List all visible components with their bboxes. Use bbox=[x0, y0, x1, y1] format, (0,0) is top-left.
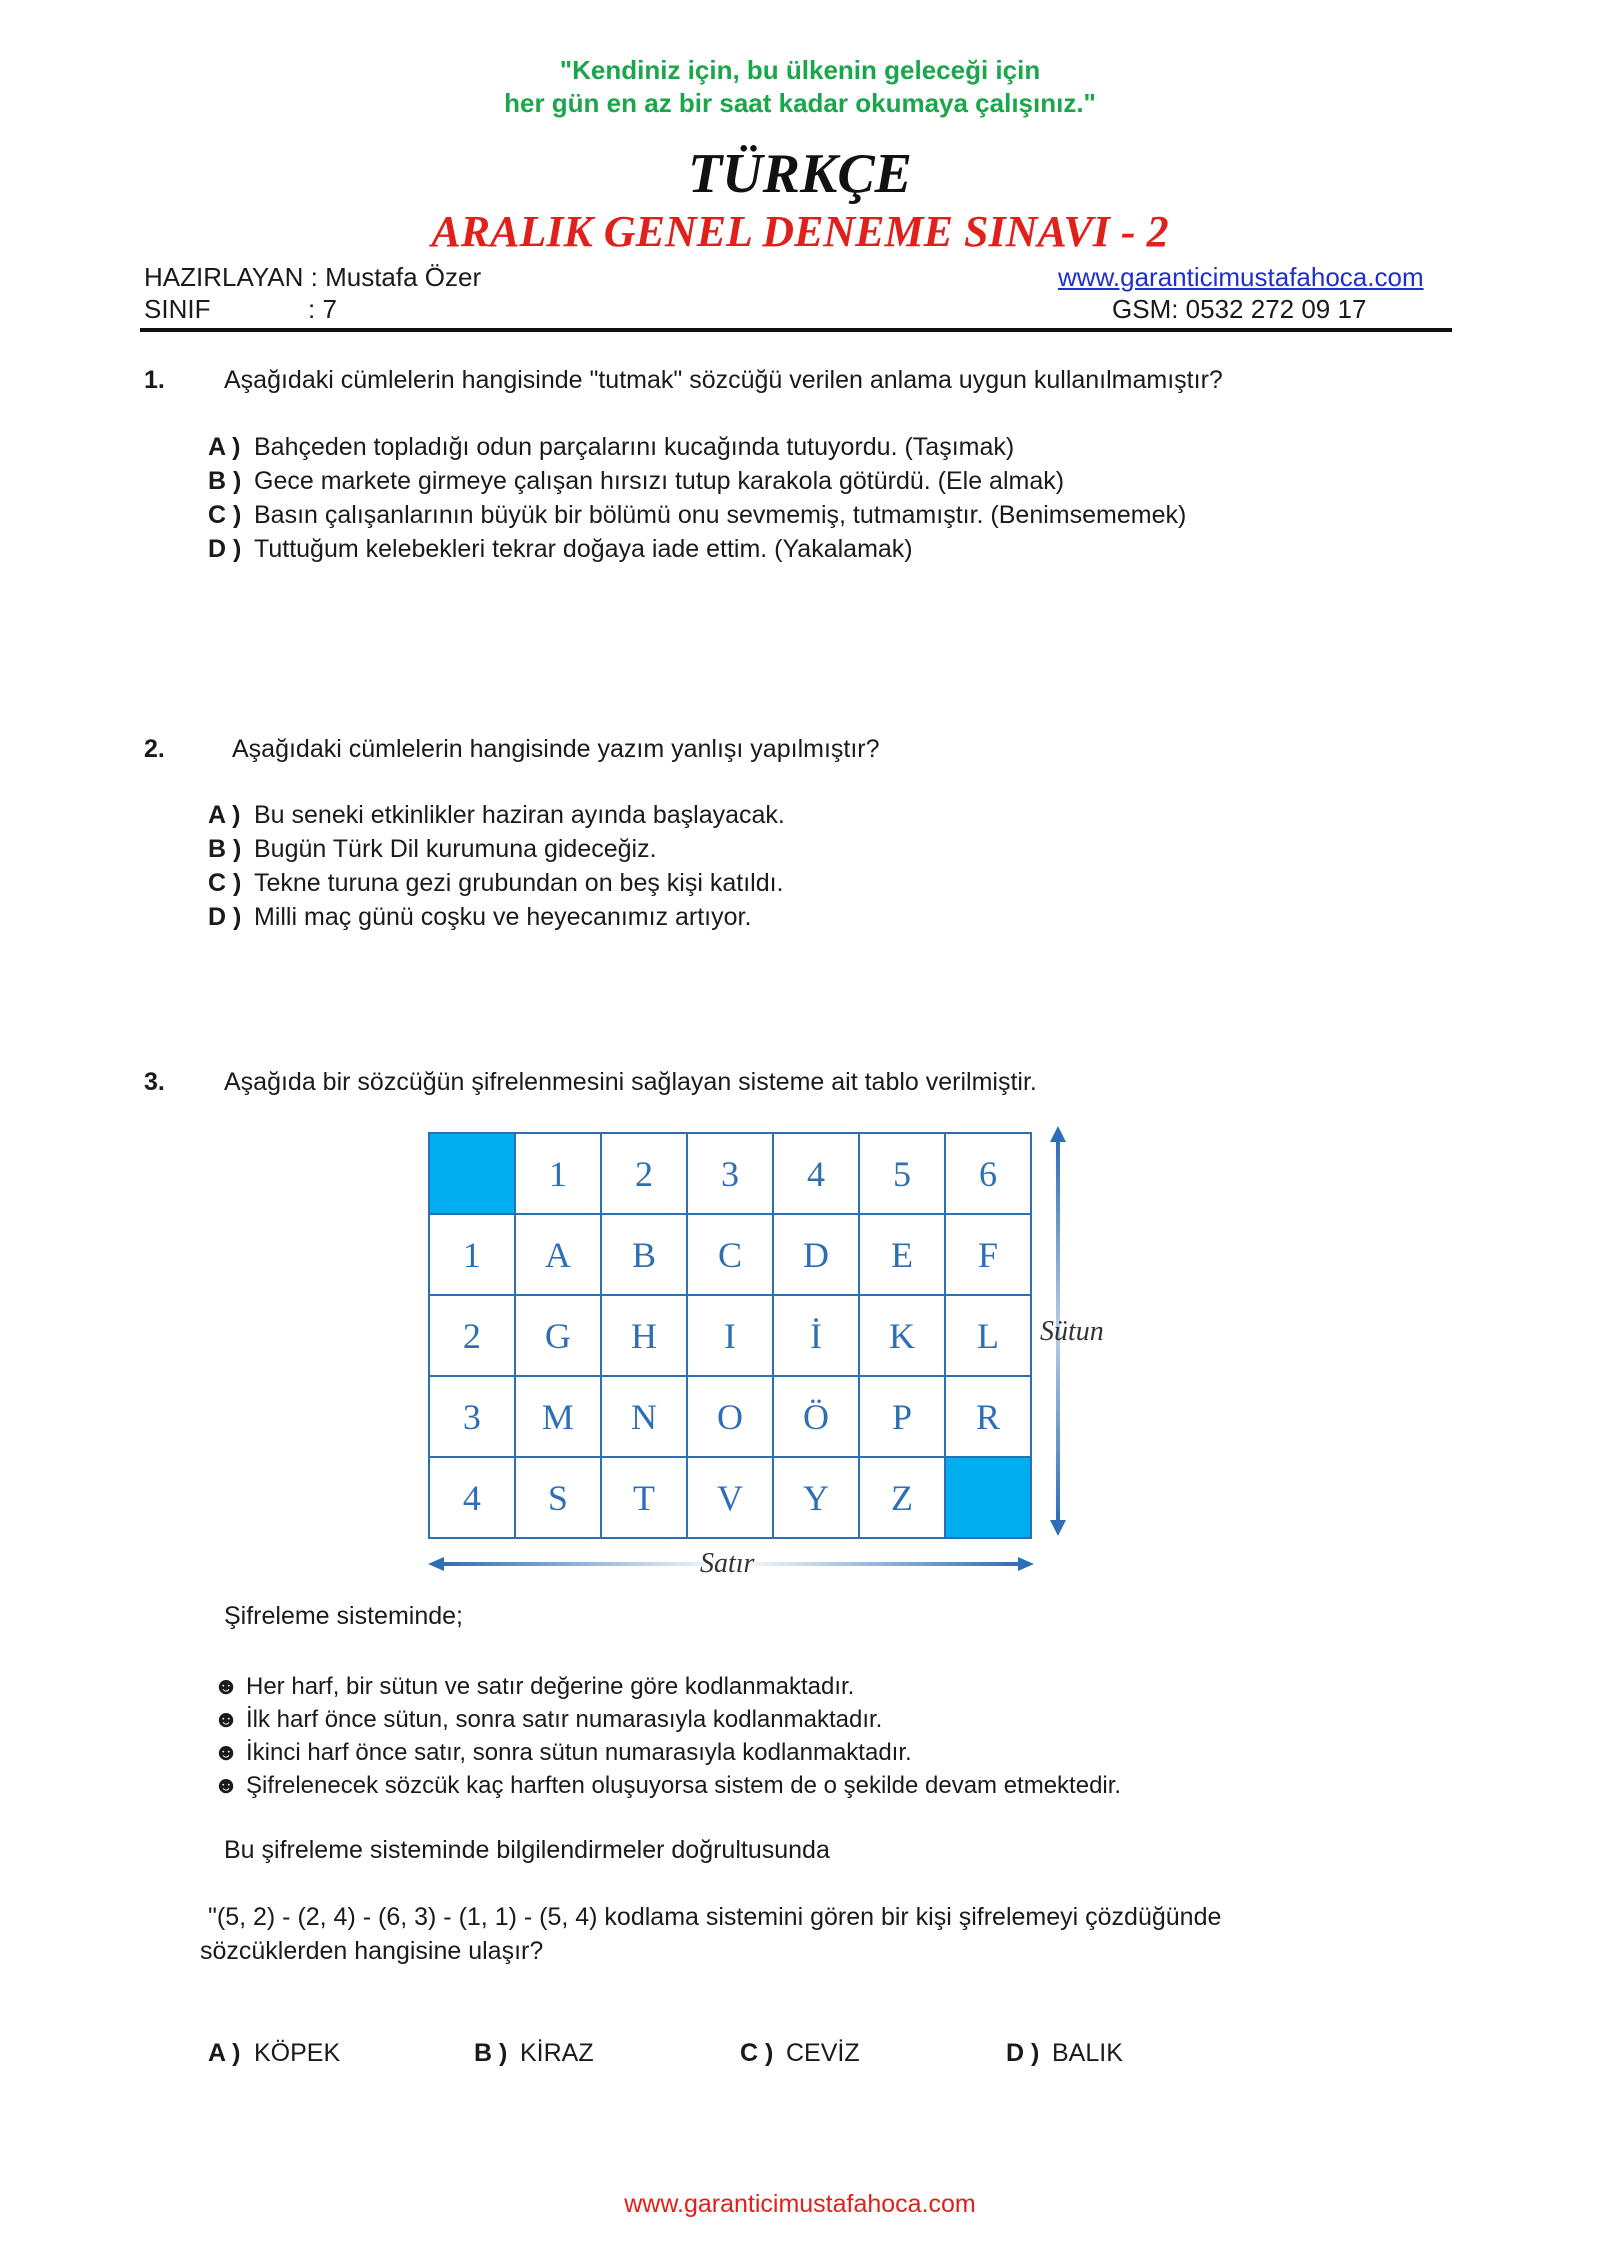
lead-in-text: Bu şifreleme sisteminde bilgilendirmeler doğrultusunda bbox=[224, 1836, 830, 1864]
letter-cell: L bbox=[945, 1295, 1031, 1376]
rules-list bbox=[206, 1670, 1121, 1802]
question-2-number: 2. bbox=[144, 735, 165, 763]
option-a[interactable] bbox=[208, 798, 785, 832]
question-3-text: Aşağıda bir sözcüğün şifrelenmesini sağlayan sisteme ait tablo verilmiştir. bbox=[224, 1068, 1037, 1096]
question-1-options bbox=[208, 430, 1186, 566]
option-letter: D ) bbox=[208, 535, 242, 563]
option-letter: C ) bbox=[740, 2039, 774, 2067]
column-number: 1 bbox=[515, 1133, 601, 1214]
question-3-prompt-line-2: sözcüklerden hangisine ulaşır? bbox=[200, 1937, 544, 1965]
letter-cell: G bbox=[515, 1295, 601, 1376]
rule-text: Her harf, bir sütun ve satır değerine göre kodlanmaktadır. bbox=[246, 1673, 855, 1700]
option-c[interactable] bbox=[208, 498, 1186, 532]
option-text: Gece markete girmeye çalışan hırsızı tutup karakola götürdü. (Ele almak) bbox=[254, 467, 1065, 495]
option-letter: A ) bbox=[208, 433, 241, 461]
cipher-row bbox=[429, 1457, 1031, 1538]
letter-cell: Ö bbox=[773, 1376, 859, 1457]
corner-cell bbox=[429, 1133, 515, 1214]
option-text: BALIK bbox=[1052, 2039, 1123, 2067]
column-number: 4 bbox=[773, 1133, 859, 1214]
column-number: 5 bbox=[859, 1133, 945, 1214]
option-text: Bahçeden topladığı odun parçalarını kucağında tutuyordu. (Taşımak) bbox=[254, 433, 1015, 461]
option-text: KİRAZ bbox=[520, 2039, 594, 2067]
option-text: Bugün Türk Dil kurumuna gideceğiz. bbox=[254, 835, 657, 863]
letter-cell: C bbox=[687, 1214, 773, 1295]
option-letter: D ) bbox=[1006, 2039, 1040, 2067]
letter-cell: P bbox=[859, 1376, 945, 1457]
letter-cell: B bbox=[601, 1214, 687, 1295]
option-letter: B ) bbox=[474, 2039, 508, 2067]
question-3-number: 3. bbox=[144, 1068, 165, 1096]
option-b[interactable] bbox=[208, 464, 1186, 498]
list-item bbox=[206, 1769, 1121, 1802]
option-c[interactable] bbox=[208, 866, 785, 900]
rule-text: İlk harf önce sütun, sonra satır numarasıyla kodlanmaktadır. bbox=[246, 1706, 883, 1733]
motto-quote bbox=[0, 54, 1600, 120]
footer-website[interactable]: www.garanticimustafahoca.com bbox=[624, 2190, 976, 2218]
question-2-text: Aşağıdaki cümlelerin hangisinde yazım yanlışı yapılmıştır? bbox=[232, 735, 880, 763]
option-b[interactable] bbox=[474, 2036, 594, 2070]
letter-cell: D bbox=[773, 1214, 859, 1295]
option-letter: A ) bbox=[208, 2039, 241, 2067]
option-letter: C ) bbox=[208, 501, 242, 529]
letter-cell: Y bbox=[773, 1457, 859, 1538]
cipher-row bbox=[429, 1295, 1031, 1376]
column-axis-label: Sütun bbox=[1040, 1316, 1104, 1347]
row-number: 2 bbox=[429, 1295, 515, 1376]
list-item bbox=[206, 1670, 1121, 1703]
column-number: 2 bbox=[601, 1133, 687, 1214]
list-item bbox=[206, 1703, 1121, 1736]
page-title: TÜRKÇE bbox=[687, 143, 913, 205]
cipher-row bbox=[429, 1376, 1031, 1457]
option-text: Basın çalışanlarının büyük bir bölümü onu sevmemiş, tutmamıştır. (Benimsememek) bbox=[254, 501, 1187, 529]
list-item bbox=[206, 1736, 1121, 1769]
question-2-options bbox=[208, 798, 785, 934]
empty-fill-cell bbox=[945, 1457, 1031, 1538]
letter-cell: A bbox=[515, 1214, 601, 1295]
letter-cell: T bbox=[601, 1457, 687, 1538]
class-label: SINIF bbox=[144, 294, 211, 324]
option-c[interactable] bbox=[740, 2036, 860, 2070]
system-intro: Şifreleme sisteminde; bbox=[224, 1602, 463, 1630]
row-number: 3 bbox=[429, 1376, 515, 1457]
letter-cell: S bbox=[515, 1457, 601, 1538]
smiley-bullet-icon: ☻ bbox=[213, 1706, 239, 1733]
cipher-row bbox=[429, 1214, 1031, 1295]
option-letter: A ) bbox=[208, 801, 241, 829]
smiley-bullet-icon: ☻ bbox=[213, 1772, 239, 1799]
row-axis-label: Satır bbox=[700, 1548, 755, 1579]
letter-cell: O bbox=[687, 1376, 773, 1457]
question-1-number: 1. bbox=[144, 366, 165, 394]
rule-text: Şifrelenecek sözcük kaç harften oluşuyorsa sistem de o şekilde devam etmektedir. bbox=[246, 1772, 1122, 1799]
website-link[interactable]: www.garanticimustafahoca.com bbox=[1058, 262, 1424, 292]
question-3-prompt-line-1: "(5, 2) - (2, 4) - (6, 3) - (1, 1) - (5, 4) kodlama sistemini gören bir kişi şifrelemeyi çözdüğünde bbox=[208, 1903, 1222, 1931]
letter-cell: K bbox=[859, 1295, 945, 1376]
letter-cell: M bbox=[515, 1376, 601, 1457]
option-a[interactable] bbox=[208, 2036, 340, 2070]
cipher-table bbox=[428, 1132, 1032, 1539]
option-text: Bu seneki etkinlikler haziran ayında başlayacak. bbox=[254, 801, 785, 829]
option-d[interactable] bbox=[208, 900, 785, 934]
smiley-bullet-icon: ☻ bbox=[213, 1739, 239, 1766]
header-divider bbox=[140, 328, 1452, 332]
row-number: 1 bbox=[429, 1214, 515, 1295]
smiley-bullet-icon: ☻ bbox=[213, 1673, 239, 1700]
option-b[interactable] bbox=[208, 832, 785, 866]
letter-cell: F bbox=[945, 1214, 1031, 1295]
option-d[interactable] bbox=[208, 532, 1186, 566]
option-letter: B ) bbox=[208, 835, 242, 863]
option-text: Milli maç günü coşku ve heyecanımız artıyor. bbox=[254, 903, 752, 931]
author-label: HAZIRLAYAN : Mustafa Özer bbox=[144, 262, 482, 292]
letter-cell: R bbox=[945, 1376, 1031, 1457]
letter-cell: V bbox=[687, 1457, 773, 1538]
column-number: 6 bbox=[945, 1133, 1031, 1214]
option-text: Tuttuğum kelebekleri tekrar doğaya iade ettim. (Yakalamak) bbox=[254, 535, 913, 563]
option-text: CEVİZ bbox=[786, 2039, 860, 2067]
class-value: : 7 bbox=[308, 294, 337, 324]
phone-number: GSM: 0532 272 09 17 bbox=[1112, 294, 1367, 324]
motto-line-1: "Kendiniz için, bu ülkenin geleceği için bbox=[559, 55, 1041, 85]
exam-subtitle: ARALIK GENEL DENEME SINAVI - 2 bbox=[431, 207, 1169, 256]
rule-text: İkinci harf önce satır, sonra sütun numarasıyla kodlanmaktadır. bbox=[246, 1739, 912, 1766]
option-a[interactable] bbox=[208, 430, 1186, 464]
row-number: 4 bbox=[429, 1457, 515, 1538]
letter-cell: İ bbox=[773, 1295, 859, 1376]
letter-cell: H bbox=[601, 1295, 687, 1376]
option-text: Tekne turuna gezi grubundan on beş kişi katıldı. bbox=[254, 869, 784, 897]
question-1-text: Aşağıdaki cümlelerin hangisinde "tutmak" sözcüğü verilen anlama uygun kullanılmamıştır? bbox=[224, 366, 1223, 394]
cipher-header-row bbox=[429, 1133, 1031, 1214]
option-d[interactable] bbox=[1006, 2036, 1123, 2070]
option-text: KÖPEK bbox=[254, 2039, 341, 2067]
letter-cell: E bbox=[859, 1214, 945, 1295]
option-letter: B ) bbox=[208, 467, 242, 495]
letter-cell: I bbox=[687, 1295, 773, 1376]
option-letter: D ) bbox=[208, 903, 242, 931]
letter-cell: N bbox=[601, 1376, 687, 1457]
option-letter: C ) bbox=[208, 869, 242, 897]
motto-line-2: her gün en az bir saat kadar okumaya çalışınız." bbox=[504, 88, 1096, 118]
column-number: 3 bbox=[687, 1133, 773, 1214]
letter-cell: Z bbox=[859, 1457, 945, 1538]
